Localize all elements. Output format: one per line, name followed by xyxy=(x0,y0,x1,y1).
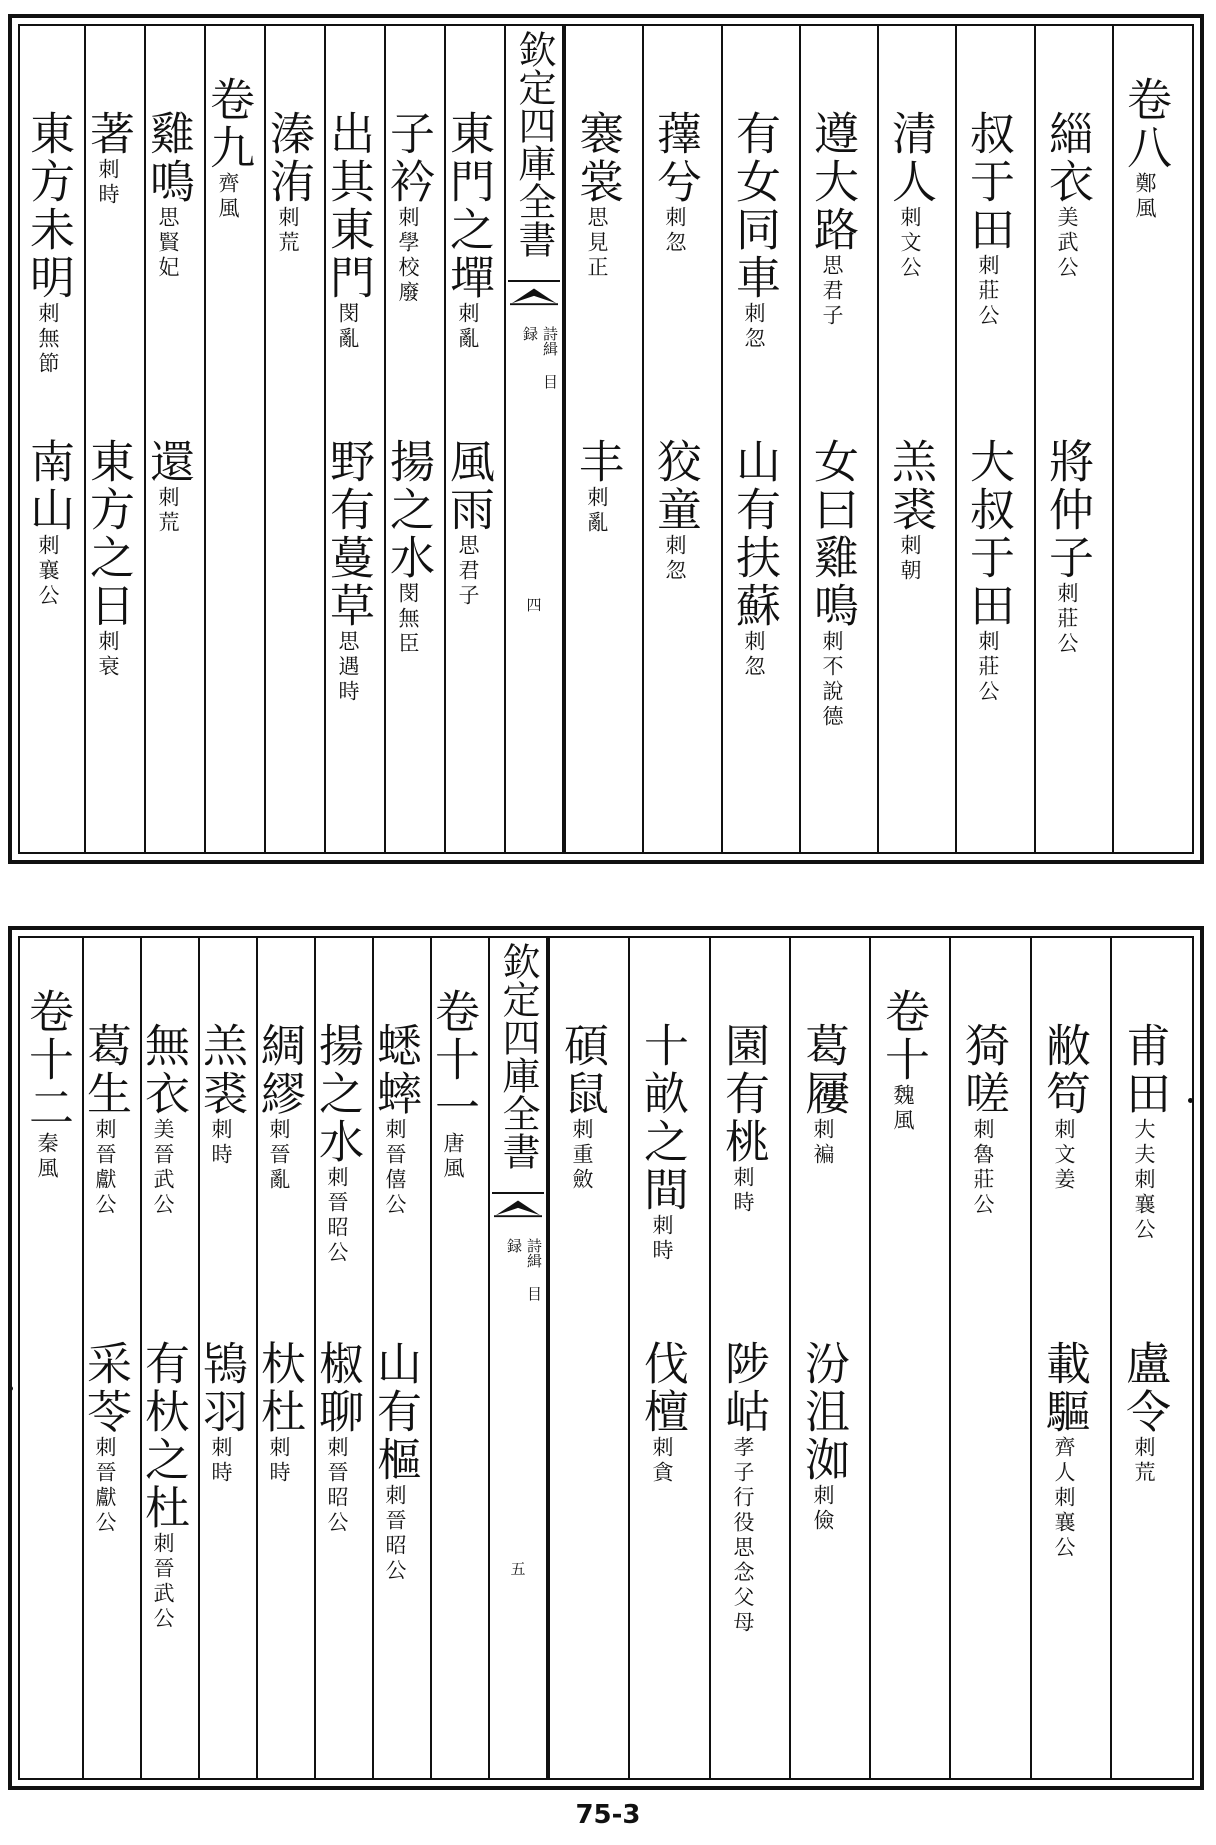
poem-annotation: 刺襄公 xyxy=(36,534,60,609)
poem-title: 鴇羽 xyxy=(195,1340,248,1436)
poem-entry xyxy=(322,438,375,705)
column-rule xyxy=(642,26,644,852)
poem-title: 十畝之間 xyxy=(636,1022,689,1214)
poem-title: 清人 xyxy=(884,110,937,206)
top-page xyxy=(8,14,1204,864)
poem-title: 園有桃 xyxy=(717,1022,770,1166)
poem-entry xyxy=(79,1340,132,1536)
poem-title: 叔于田 xyxy=(962,110,1015,254)
poem-annotation: 刺魯莊公 xyxy=(971,1118,995,1218)
poem-title: 碩鼠 xyxy=(556,1022,609,1118)
poem-entry xyxy=(82,110,135,208)
poem-entry xyxy=(728,110,781,352)
poem-entry xyxy=(195,1340,248,1486)
poem-entry xyxy=(806,110,859,329)
poem-entry xyxy=(717,1340,770,1636)
poem-annotation: 刺忽 xyxy=(663,534,687,584)
poem-annotation: 刺亂 xyxy=(456,302,480,352)
volume-title: 卷十 xyxy=(877,988,930,1084)
poem-title: 敝笱 xyxy=(1038,1022,1091,1118)
poem-annotation: 刺晉昭公 xyxy=(325,1436,349,1536)
poem-title: 遵大路 xyxy=(806,110,859,254)
poem-annotation: 思君子 xyxy=(456,534,480,609)
poem-title: 丰 xyxy=(571,438,624,486)
poem-annotation: 刺文姜 xyxy=(1052,1118,1076,1193)
poem-annotation: 刺亂 xyxy=(585,486,609,536)
poem-annotation: 思遇時 xyxy=(336,630,360,705)
column-rule xyxy=(1112,26,1114,852)
poem-title: 雞鳴 xyxy=(142,110,195,206)
poem-entry xyxy=(369,1022,422,1218)
poem-entry xyxy=(571,110,624,281)
poem-title: 椒聊 xyxy=(311,1340,364,1436)
poem-entry xyxy=(1038,1340,1091,1561)
poem-entry xyxy=(442,438,495,609)
bottom-page xyxy=(8,926,1204,1790)
poem-entry xyxy=(1041,110,1094,281)
poem-annotation: 刺時 xyxy=(650,1214,674,1264)
page-reference: 75-3 xyxy=(575,1800,641,1830)
poem-title: 杕杜 xyxy=(253,1340,306,1436)
poem-entry xyxy=(1038,1022,1091,1193)
poem-title: 大叔于田 xyxy=(962,438,1015,630)
poem-annotation: 閔亂 xyxy=(336,302,360,352)
column-rule xyxy=(1110,938,1112,1778)
poem-entry xyxy=(142,438,195,536)
volume-title: 卷九 xyxy=(202,76,255,172)
poem-annotation: 刺晉昭公 xyxy=(325,1166,349,1266)
poem-title: 野有蔓草 xyxy=(322,438,375,630)
book-title: 欽定四庫全書 xyxy=(492,942,544,1194)
poem-entry xyxy=(442,110,495,352)
volume-section-note: 魏風 xyxy=(891,1084,915,1134)
poem-annotation: 刺學校廢 xyxy=(396,206,420,306)
poem-entry xyxy=(82,438,135,680)
poem-entry xyxy=(311,1022,364,1266)
column-rule xyxy=(709,938,711,1778)
poem-annotation: 刺荒 xyxy=(156,486,180,536)
column-rule xyxy=(955,26,957,852)
fish-tail-ornament-icon xyxy=(494,1196,542,1218)
poem-title: 狡童 xyxy=(649,438,702,534)
volume-title: 卷十一 xyxy=(427,988,480,1132)
poem-entry xyxy=(1041,438,1094,657)
poem-entry xyxy=(962,110,1015,329)
poem-annotation: 刺荒 xyxy=(276,206,300,256)
poem-annotation: 刺莊公 xyxy=(976,630,1000,705)
poem-entry xyxy=(382,438,435,657)
volume-section-note: 秦風 xyxy=(35,1132,59,1182)
column-rule xyxy=(789,938,791,1778)
poem-entry xyxy=(556,1022,609,1193)
poem-entry xyxy=(962,438,1015,705)
poem-annotation: 刺忽 xyxy=(742,302,766,352)
volume-title: 卷八 xyxy=(1119,76,1172,172)
column-rule xyxy=(1034,26,1036,852)
page-banner xyxy=(504,26,564,852)
poem-entry xyxy=(322,110,375,352)
volume-heading xyxy=(21,988,74,1182)
poem-annotation: 刺朝 xyxy=(898,534,922,584)
poem-title: 子衿 xyxy=(382,110,435,206)
poem-entry xyxy=(806,438,859,730)
poem-annotation: 刺忽 xyxy=(663,206,687,256)
volume-heading xyxy=(877,988,930,1134)
poem-annotation: 刺貪 xyxy=(650,1436,674,1486)
poem-title: 著 xyxy=(82,110,135,158)
poem-annotation: 刺時 xyxy=(209,1118,233,1168)
ink-spot xyxy=(1188,1098,1193,1103)
poem-annotation: 刺晉獻公 xyxy=(93,1436,117,1536)
poem-annotation: 刺荒 xyxy=(1132,1436,1156,1486)
poem-annotation: 刺褊 xyxy=(811,1118,835,1168)
page-number: 四 xyxy=(526,596,542,614)
poem-entry xyxy=(253,1340,306,1486)
poem-annotation: 刺晉僖公 xyxy=(383,1118,407,1218)
volume-heading xyxy=(202,76,255,222)
poem-title: 蘀兮 xyxy=(649,110,702,206)
poem-entry xyxy=(1118,1340,1171,1486)
volume-heading xyxy=(427,988,480,1182)
poem-annotation: 刺無節 xyxy=(36,302,60,377)
poem-title: 褰裳 xyxy=(571,110,624,206)
volume-section-note: 鄭風 xyxy=(1133,172,1157,222)
poem-title: 東方之日 xyxy=(82,438,135,630)
column-rule xyxy=(628,938,630,1778)
poem-entry xyxy=(22,110,75,377)
column-rule xyxy=(721,26,723,852)
volume-section-note: 唐風 xyxy=(441,1132,465,1182)
poem-title: 載驅 xyxy=(1038,1340,1091,1436)
column-rule xyxy=(949,938,951,1778)
poem-title: 甫田 xyxy=(1118,1022,1171,1118)
poem-annotation: 美武公 xyxy=(1055,206,1079,281)
poem-title: 葛生 xyxy=(79,1022,132,1118)
poem-title: 出其東門 xyxy=(322,110,375,302)
poem-title: 東方未明 xyxy=(22,110,75,302)
poem-annotation: 美晉武公 xyxy=(151,1118,175,1218)
poem-entry xyxy=(649,110,702,256)
section-label: 詩緝 目録 xyxy=(521,326,559,389)
poem-title: 汾沮洳 xyxy=(797,1340,850,1484)
poem-annotation: 刺莊公 xyxy=(976,254,1000,329)
poem-annotation: 刺晉獻公 xyxy=(93,1118,117,1218)
page-number: 五 xyxy=(510,1560,526,1578)
poem-entry xyxy=(137,1022,190,1218)
poem-title: 綢繆 xyxy=(253,1022,306,1118)
poem-entry xyxy=(636,1022,689,1264)
poem-title: 猗嗟 xyxy=(957,1022,1010,1118)
poem-title: 羔裘 xyxy=(884,438,937,534)
poem-annotation: 思君子 xyxy=(820,254,844,329)
poem-annotation: 刺儉 xyxy=(811,1484,835,1534)
poem-entry xyxy=(717,1022,770,1216)
poem-title: 南山 xyxy=(22,438,75,534)
poem-title: 溱洧 xyxy=(262,110,315,206)
book-title: 欽定四庫全書 xyxy=(508,30,560,282)
poem-title: 女曰雞鳴 xyxy=(806,438,859,630)
poem-annotation: 齊人刺襄公 xyxy=(1052,1436,1076,1561)
poem-title: 葛屨 xyxy=(797,1022,850,1118)
column-rule xyxy=(869,938,871,1778)
poem-annotation: 刺莊公 xyxy=(1055,582,1079,657)
poem-annotation: 閔無臣 xyxy=(396,582,420,657)
poem-annotation: 刺衰 xyxy=(96,630,120,680)
poem-entry xyxy=(884,438,937,584)
poem-annotation: 刺文公 xyxy=(898,206,922,281)
poem-entry xyxy=(571,438,624,536)
poem-title: 揚之水 xyxy=(382,438,435,582)
column-rule xyxy=(877,26,879,852)
page-banner xyxy=(488,938,548,1778)
poem-annotation: 刺晉亂 xyxy=(267,1118,291,1193)
poem-annotation: 刺晉武公 xyxy=(151,1532,175,1632)
poem-entry xyxy=(369,1340,422,1584)
poem-entry xyxy=(728,438,781,680)
poem-title: 山有扶蘇 xyxy=(728,438,781,630)
poem-entry xyxy=(797,1340,850,1534)
poem-title: 羔裘 xyxy=(195,1022,248,1118)
poem-entry xyxy=(79,1022,132,1218)
poem-annotation: 刺忽 xyxy=(742,630,766,680)
fish-tail-ornament-icon xyxy=(510,284,558,306)
poem-entry xyxy=(142,110,195,281)
poem-annotation: 思見正 xyxy=(585,206,609,281)
column-rule xyxy=(548,938,550,1778)
poem-annotation: 思賢妃 xyxy=(156,206,180,281)
poem-title: 山有樞 xyxy=(369,1340,422,1484)
poem-annotation: 刺重斂 xyxy=(570,1118,594,1193)
poem-title: 揚之水 xyxy=(311,1022,364,1166)
poem-title: 盧令 xyxy=(1118,1340,1171,1436)
poem-title: 風雨 xyxy=(442,438,495,534)
poem-entry xyxy=(311,1340,364,1536)
poem-entry xyxy=(636,1340,689,1486)
poem-title: 還 xyxy=(142,438,195,486)
poem-title: 將仲子 xyxy=(1041,438,1094,582)
poem-annotation: 刺時 xyxy=(209,1436,233,1486)
poem-entry xyxy=(649,438,702,584)
poem-title: 緇衣 xyxy=(1041,110,1094,206)
volume-section-note: 齊風 xyxy=(216,172,240,222)
poem-entry xyxy=(137,1340,190,1632)
volume-heading xyxy=(1119,76,1172,222)
ink-spot xyxy=(8,1386,13,1391)
poem-entry xyxy=(22,438,75,609)
poem-entry xyxy=(957,1022,1010,1218)
column-rule xyxy=(799,26,801,852)
poem-annotation: 刺時 xyxy=(731,1166,755,1216)
poem-annotation: 刺時 xyxy=(267,1436,291,1486)
volume-title: 卷十二 xyxy=(21,988,74,1132)
poem-entry xyxy=(1118,1022,1171,1243)
poem-title: 東門之墠 xyxy=(442,110,495,302)
poem-entry xyxy=(262,110,315,256)
poem-entry xyxy=(797,1022,850,1168)
poem-annotation: 大夫刺襄公 xyxy=(1132,1118,1156,1243)
poem-annotation: 刺不說德 xyxy=(820,630,844,730)
poem-title: 陟岵 xyxy=(717,1340,770,1436)
column-rule xyxy=(1030,938,1032,1778)
column-rule xyxy=(564,26,566,852)
poem-entry xyxy=(253,1022,306,1193)
poem-entry xyxy=(884,110,937,281)
poem-title: 采苓 xyxy=(79,1340,132,1436)
poem-entry xyxy=(382,110,435,306)
poem-annotation: 刺晉昭公 xyxy=(383,1484,407,1584)
poem-entry xyxy=(195,1022,248,1168)
section-label: 詩緝 目録 xyxy=(505,1238,543,1301)
poem-annotation: 刺時 xyxy=(96,158,120,208)
poem-title: 有女同車 xyxy=(728,110,781,302)
poem-title: 無衣 xyxy=(137,1022,190,1118)
poem-title: 蟋蟀 xyxy=(369,1022,422,1118)
poem-title: 有杕之杜 xyxy=(137,1340,190,1532)
poem-title: 伐檀 xyxy=(636,1340,689,1436)
poem-annotation: 孝子行役思念父母 xyxy=(731,1436,755,1636)
